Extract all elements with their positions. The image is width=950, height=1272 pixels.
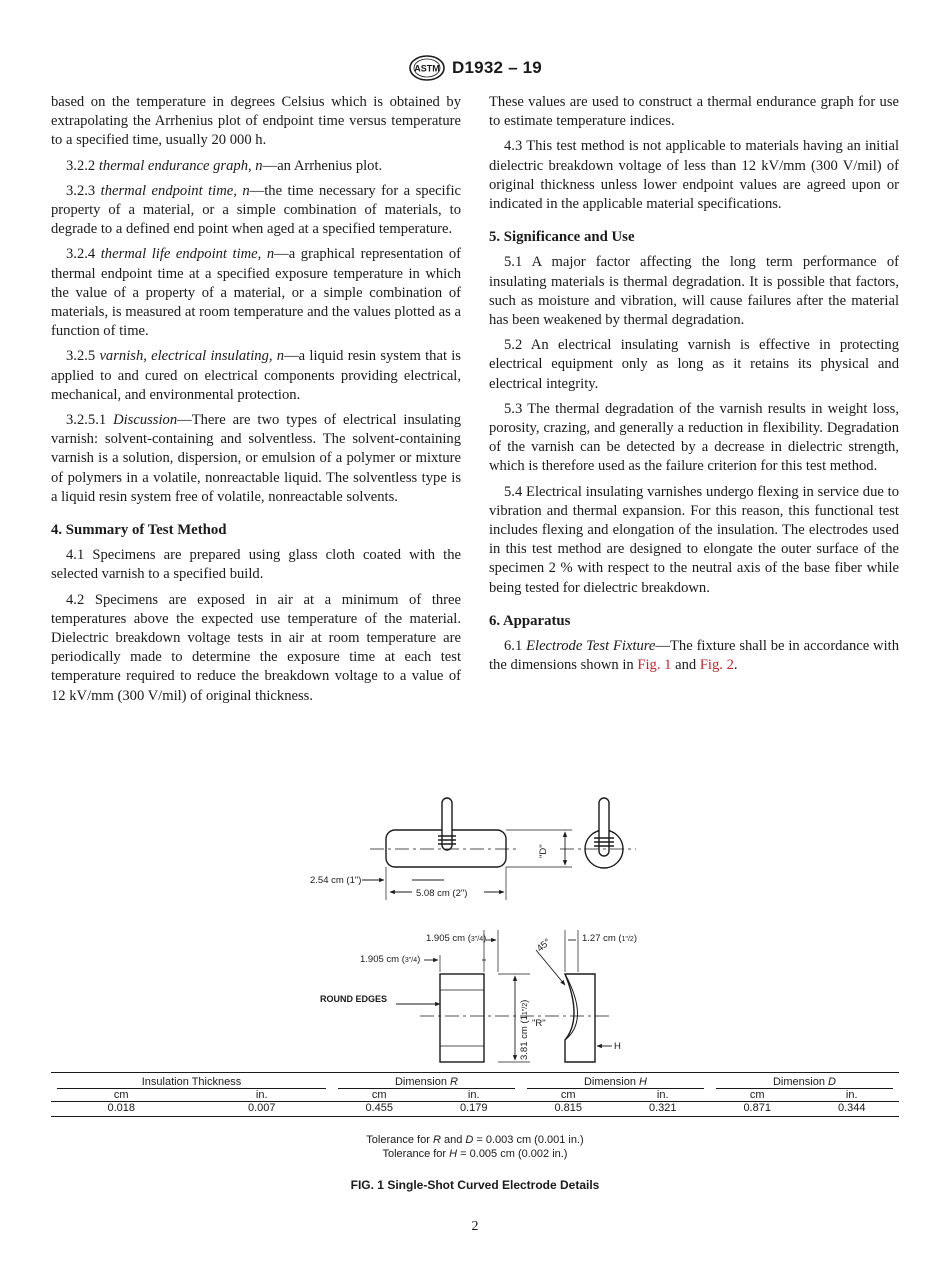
top-view-drawing bbox=[362, 798, 636, 900]
paragraph-continuation: These values are used to construct a thermal endurance graph for use to estimate temperature indices. bbox=[489, 94, 899, 130]
pin bbox=[442, 798, 452, 850]
section-heading-5: 5. Significance and Use bbox=[489, 229, 635, 246]
section-3-2-2: 3.2.2 thermal endurance graph, n—an Arrhenius plot. bbox=[66, 157, 383, 174]
astm-logo-icon bbox=[408, 54, 446, 82]
section-4-3: 4.3 This test method is not applicable to materials having an initial dielectric breakdown voltage of less than 12 kV/mm (300 V/mil) of original thickness unless lower endpoint values are agreed upon or indicated in the applicable material specifications. bbox=[489, 138, 899, 213]
group-dimension-r: Dimension R bbox=[332, 1073, 521, 1090]
right-column bbox=[489, 93, 899, 681]
side-view-drawing bbox=[396, 930, 612, 1062]
fig-2-link[interactable]: Fig. 2 bbox=[699, 657, 734, 674]
section-3-2-4: 3.2.4 thermal life endpoint time, n—a graphical representation of thermal endpoint time at a specified exposure temperature in which the value of a property of a material, or a simple combination of materials, is measured at room temperature and the values plotted as a function of time. bbox=[51, 246, 461, 340]
unit-cell: in. bbox=[426, 1089, 521, 1102]
unit-cell: cm bbox=[521, 1089, 615, 1102]
section-heading-6: 6. Apparatus bbox=[489, 612, 571, 629]
section-6-1: 6.1 Electrode Test Fixture—The fixture shall be in accordance with the dimensions shown in Fig. 1 and Fig. 2. bbox=[489, 638, 900, 674]
tolerance-h: Tolerance for H = 0.005 cm (0.002 in.) bbox=[382, 1148, 568, 1160]
label-2-54: 2.54 cm (1") bbox=[310, 875, 362, 886]
group-dimension-d: Dimension D bbox=[710, 1073, 899, 1090]
value-cell: 0.455 bbox=[332, 1102, 426, 1117]
table-group-header bbox=[51, 1073, 899, 1090]
label-1-27: 1.27 cm (1"/2) bbox=[582, 933, 637, 944]
fig-1-link[interactable]: Fig. 1 bbox=[637, 657, 672, 674]
logo-text: ASTM bbox=[414, 63, 440, 74]
dimension-table bbox=[51, 1072, 899, 1117]
electrode-figure bbox=[300, 785, 650, 1067]
section-5-2: 5.2 An electrical insulating varnish is effective in protecting electrical equipment only as long as it retains its physical and electrical integrity. bbox=[489, 337, 899, 392]
label-d: "D" bbox=[538, 844, 549, 858]
value-cell: 0.871 bbox=[710, 1102, 804, 1117]
page-number: 2 bbox=[471, 1219, 479, 1234]
label-3-81: 3.81 cm (11"/2) bbox=[519, 999, 530, 1060]
section-5-3: 5.3 The thermal degradation of the varnish results in weight loss, porosity, crazing, and generally a reduction in flexibility. Degradation of the varnish can be detected by a decrease in dielectric strength, which is therefore used as the failure criterion for this test method. bbox=[489, 400, 899, 475]
value-cell: 0.344 bbox=[804, 1102, 899, 1117]
curved-block bbox=[565, 974, 595, 1062]
tolerance-r-d: Tolerance for R and D = 0.003 cm (0.001 in.) bbox=[366, 1134, 584, 1146]
section-3-2-3: 3.2.3 thermal endpoint time, n—the time necessary for a specific property of a material, or a simple combination of materials, to degrade to a defined end point when aged at a specified temperature. bbox=[51, 182, 461, 238]
section-3-2-5-1: 3.2.5.1 Discussion—There are two types of electrical insulating varnish: solvent-containing and solventless. The solvent-containing varnish is a solution, dispersion, or emulsion of a polymer or mixture of polymers in a volatile, nonreactable liquid. The solventless type is a liquid resin system free of volatile, nonreactable solvents. bbox=[51, 412, 461, 505]
group-dimension-h: Dimension H bbox=[521, 1073, 710, 1090]
unit-cell: cm bbox=[332, 1089, 426, 1102]
label-5-08: 5.08 cm (2") bbox=[416, 888, 468, 899]
label-h: H bbox=[614, 1041, 621, 1052]
label-45-degrees: 45° bbox=[534, 936, 553, 955]
unit-cell: cm bbox=[51, 1089, 191, 1102]
unit-cell: in. bbox=[615, 1089, 710, 1102]
left-column bbox=[51, 93, 461, 712]
page-header bbox=[0, 54, 950, 87]
value-cell: 0.018 bbox=[51, 1102, 191, 1117]
value-cell: 0.007 bbox=[191, 1102, 331, 1117]
section-5-4: 5.4 Electrical insulating varnishes undergo flexing in service due to vibration and thermal expansion. For this reason, this functional test includes flexing and elongation of the insulation. The electrodes used in this test method are designed to elongate the outer surface of the specimen 2 % with respect to the neutral axis of the base fiber while being tested for dielectric breakdown. bbox=[489, 483, 899, 596]
section-5-1: 5.1 A major factor affecting the long term performance of insulating materials is thermal degradation. It is possible that factors, such as moisture and vibration, will cause failures after the material has been weakened by thermal degradation. bbox=[489, 254, 899, 329]
value-cell: 0.321 bbox=[615, 1102, 710, 1117]
left-block bbox=[440, 974, 484, 1062]
label-1-905-side: 1.905 cm (3"/4) bbox=[360, 954, 421, 965]
label-r: "R" bbox=[532, 1018, 546, 1029]
group-insulation-thickness: Insulation Thickness bbox=[51, 1073, 332, 1090]
tolerance-notes bbox=[0, 1133, 950, 1161]
figure-caption: FIG. 1 Single-Shot Curved Electrode Details bbox=[350, 1178, 600, 1192]
unit-cell: in. bbox=[804, 1089, 899, 1102]
unit-cell: cm bbox=[710, 1089, 804, 1102]
value-cell: 0.815 bbox=[521, 1102, 615, 1117]
value-cell: 0.179 bbox=[426, 1102, 521, 1117]
paragraph-continuation: based on the temperature in degrees Celsius which is obtained by extrapolating the Arrhenius plot of endpoint time versus temperature to a specified time, usually 20 000 h. bbox=[51, 94, 461, 149]
designation: D1932 – 19 bbox=[452, 58, 542, 77]
section-heading-4: 4. Summary of Test Method bbox=[51, 522, 227, 539]
table-row bbox=[51, 1102, 899, 1117]
section-3-2-5: 3.2.5 varnish, electrical insulating, n—a liquid resin system that is applied to and cured on electrical components providing electrical, mechanical, and environmental protection. bbox=[51, 348, 461, 403]
section-4-1: 4.1 Specimens are prepared using glass cloth coated with the selected varnish to a specified build. bbox=[51, 547, 461, 583]
label-round-edges: ROUND EDGES bbox=[320, 994, 388, 1004]
unit-cell: in. bbox=[191, 1089, 331, 1102]
label-1-905-top: 1.905 cm (3"/4) bbox=[426, 933, 487, 944]
section-4-2: 4.2 Specimens are exposed in air at a minimum of three temperatures above the expected use temperature of the material. Dielectric breakdown voltage tests in air at room temperature are periodically made to determine the exposure time at each test temperature required to reduce the breakdown voltage to a value of 12 kV/mm (300 V/mil) of original thickness. bbox=[51, 591, 461, 704]
table-units-row bbox=[51, 1089, 899, 1102]
